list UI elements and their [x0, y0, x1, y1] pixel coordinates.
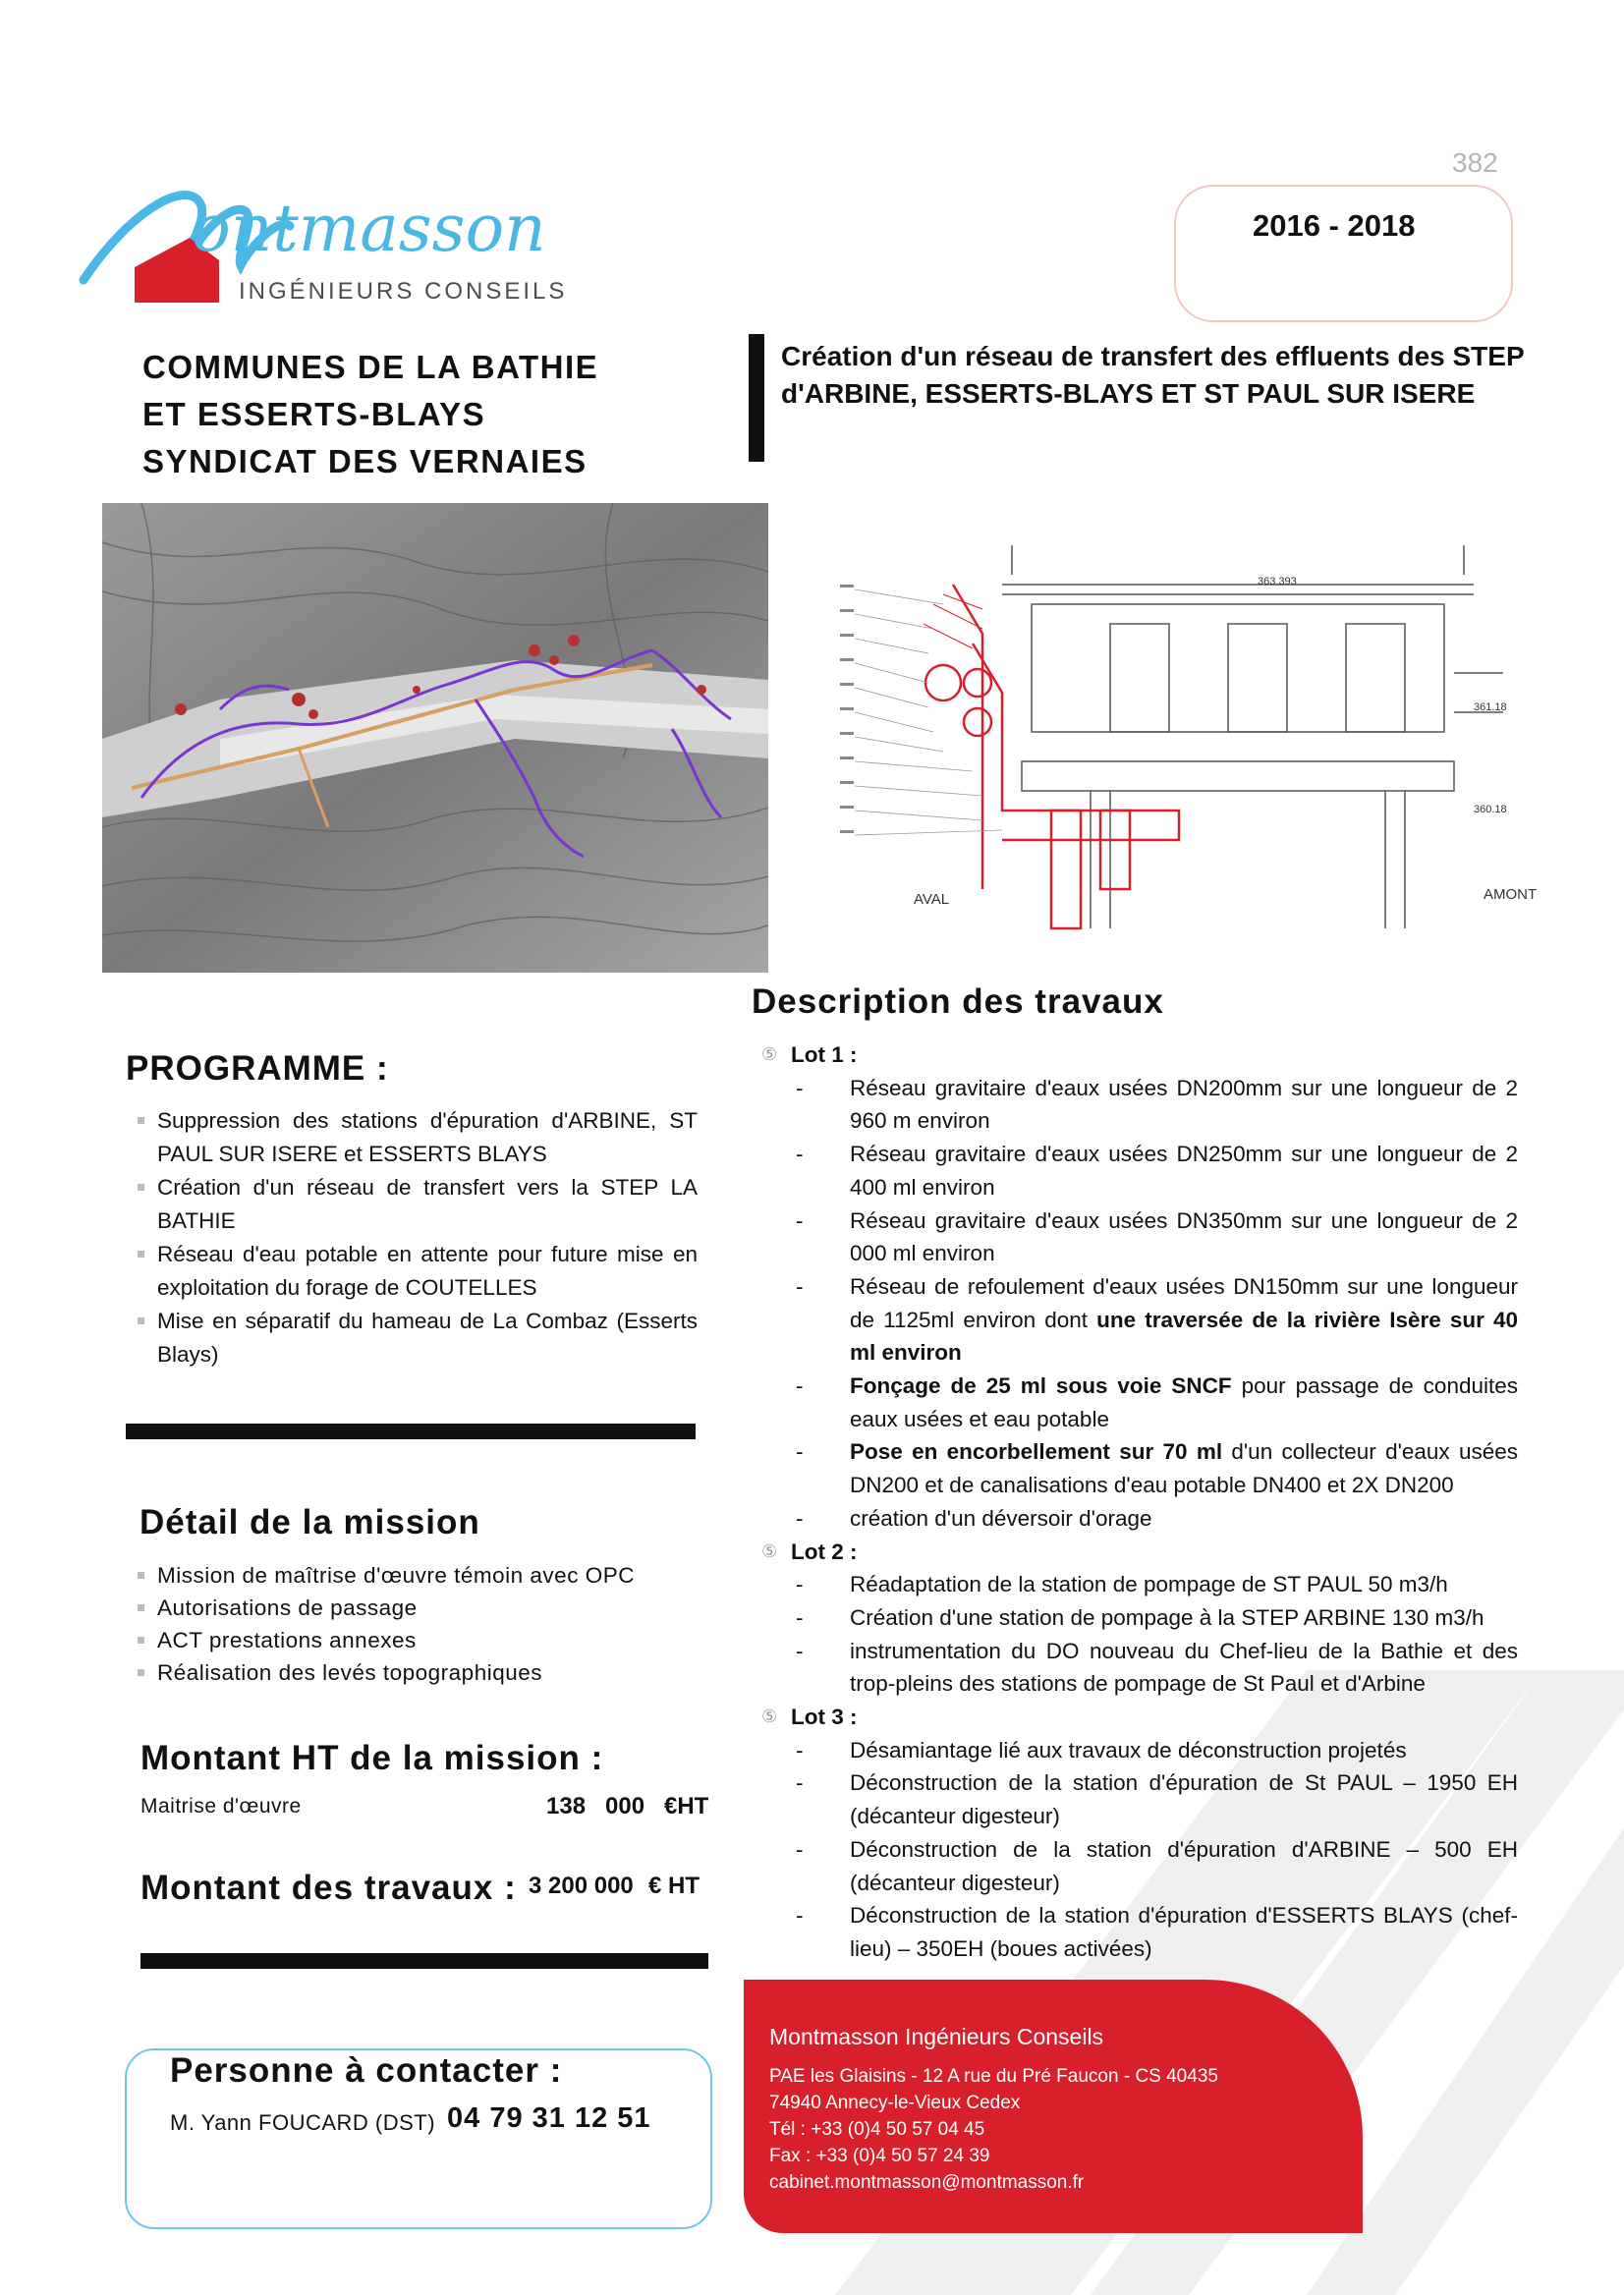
- dash-icon: -: [796, 1142, 804, 1167]
- lot-item-text: Création d'une station de pompage à la STEP ARBINE 130 m3/h: [850, 1604, 1484, 1630]
- page-number: 382: [1452, 147, 1498, 178]
- list-item: Suppression des stations d'épuration d'ARBINE, ST PAUL SUR ISERE et ESSERTS BLAYS: [138, 1104, 698, 1171]
- lot-item: [761, 1766, 1518, 1832]
- address-line: PAE les Glaisins - 12 A rue du Pré Faucon - CS 40435: [769, 2066, 1218, 2087]
- dash-icon: -: [796, 1638, 804, 1663]
- lot-item-text: d'un collecteur d'eaux usées DN200 et de canalisations d'eau potable DN400 et 2X DN200: [850, 1439, 1518, 1498]
- mission-amount-unit: €HT: [664, 1793, 709, 1819]
- lot-item-text: Réseau gravitaire d'eaux usées DN250mm sur une longueur de 2 400 ml environ: [850, 1142, 1518, 1200]
- lot-item: [761, 1833, 1518, 1899]
- dash-icon: -: [796, 1572, 804, 1597]
- divider-bar: [126, 1424, 696, 1439]
- email-line: cabinet.montmasson@montmasson.fr: [769, 2172, 1085, 2193]
- lot-bullet-icon: ⑤: [761, 1707, 778, 1727]
- dash-icon: -: [796, 1836, 804, 1862]
- lot-item-text: Réseau de refoulement d'eaux usées DN150mm sur une longueur de 1125ml environ dont: [850, 1273, 1518, 1332]
- dash-icon: -: [796, 1505, 804, 1531]
- lot-item-text: Déconstruction de la station d'épuration de St PAUL – 1950 EH (décanteur digesteur): [850, 1770, 1518, 1829]
- contact-phone: 04 79 31 12 51: [447, 2102, 651, 2134]
- title-accent-bar: [749, 334, 764, 462]
- lot-item-text: création d'un déversoir d'orage: [850, 1505, 1152, 1531]
- phone-line: Tél : +33 (0)4 50 57 04 45: [769, 2119, 985, 2140]
- lot-item-text: pour passage de conduites eaux usées et eau potable: [850, 1373, 1518, 1431]
- lot-item-emphasis: Pose en encorbellement sur 70 ml: [850, 1439, 1223, 1465]
- lot-item: [761, 1270, 1518, 1370]
- list-item: Autorisations de passage: [138, 1592, 635, 1624]
- dash-icon: -: [796, 1737, 804, 1763]
- list-item: Mise en séparatif du hameau de La Combaz (Esserts Blays): [138, 1305, 698, 1371]
- contact-heading: Personne à contacter :: [170, 2051, 563, 2090]
- lot-item-emphasis: une traversée de la rivière Isère sur 40 ml environ: [850, 1307, 1518, 1366]
- company-logo: [74, 177, 673, 314]
- client-line: COMMUNES DE LA BATHIE: [142, 349, 599, 385]
- mission-list: [138, 1559, 635, 1689]
- lot-item-text: Déconstruction de la station d'épuration d'ESSERTS BLAYS (chef-lieu) – 350EH (boues activées): [850, 1903, 1518, 1961]
- lot-item-text: Réadaptation de la station de pompage de ST PAUL 50 m3/h: [850, 1572, 1448, 1597]
- list-item: Mission de maîtrise d'œuvre témoin avec OPC: [138, 1559, 635, 1592]
- works-description: [761, 1038, 1518, 1966]
- list-item: ACT prestations annexes: [138, 1624, 635, 1656]
- contact-name: M. Yann FOUCARD (DST): [170, 2110, 436, 2135]
- works-amount-unit: € HT: [648, 1873, 700, 1899]
- dash-icon: -: [796, 1903, 804, 1929]
- dash-icon: -: [796, 1604, 804, 1630]
- client-block: [142, 344, 598, 485]
- cross-section-drawing: [835, 516, 1538, 928]
- programme-list: [138, 1104, 698, 1371]
- lot-heading: [761, 1038, 1518, 1072]
- company-address: [769, 2063, 1218, 2196]
- lot-item: [761, 1370, 1518, 1435]
- lot-item: [761, 1072, 1518, 1138]
- lot-item-text: instrumentation du DO nouveau du Chef-lieu de la Bathie et des trop-pleins des stations de pompage de St Paul et d'Arbine: [850, 1638, 1518, 1697]
- client-line: ET ESSERTS-BLAYS: [142, 396, 486, 432]
- lot-item: [761, 1601, 1518, 1635]
- lot-bullet-icon: ⑤: [761, 1044, 778, 1064]
- address-line: 74940 Annecy-le-Vieux Cedex: [769, 2093, 1021, 2113]
- level-top: 363.393: [1258, 576, 1297, 588]
- mission-amount-value: 138 000: [546, 1793, 645, 1819]
- lot-heading: [761, 1701, 1518, 1734]
- programme-heading: PROGRAMME :: [126, 1049, 389, 1088]
- level-low: 360.18: [1474, 804, 1507, 815]
- list-item: Réalisation des levés topographiques: [138, 1656, 635, 1689]
- lot-item: [761, 1435, 1518, 1501]
- mission-amount-label: Maitrise d'œuvre: [140, 1795, 302, 1818]
- lot-item-emphasis: Fonçage de 25 ml sous voie SNCF: [850, 1373, 1232, 1399]
- works-amount-heading: Montant des travaux :: [140, 1869, 517, 1907]
- lot-item-text: Déconstruction de la station d'épuration d'ARBINE – 500 EH (décanteur digesteur): [850, 1836, 1518, 1895]
- lot-item: [761, 1635, 1518, 1701]
- lot-item: [761, 1899, 1518, 1965]
- lot-item: [761, 1568, 1518, 1601]
- lot-heading: [761, 1536, 1518, 1569]
- dash-icon: -: [796, 1207, 804, 1233]
- list-item: Création d'un réseau de transfert vers la STEP LA BATHIE: [138, 1171, 698, 1238]
- mission-heading: Détail de la mission: [140, 1503, 480, 1541]
- lot-item: [761, 1138, 1518, 1203]
- lot-item: [761, 1502, 1518, 1536]
- dash-icon: -: [796, 1075, 804, 1100]
- period-box: [1174, 185, 1513, 322]
- lot-item-text: Réseau gravitaire d'eaux usées DN200mm sur une longueur de 2 960 m environ: [850, 1075, 1518, 1134]
- network-map-image: [102, 503, 768, 973]
- dash-icon: -: [796, 1273, 804, 1299]
- description-heading: Description des travaux: [752, 982, 1164, 1021]
- works-amount-value: 3 200 000: [529, 1873, 634, 1899]
- logo-tagline: INGÉNIEURS CONSEILS: [239, 278, 568, 305]
- lot-item: [761, 1204, 1518, 1270]
- dash-icon: -: [796, 1439, 804, 1465]
- lot-label: Lot 3 :: [791, 1705, 858, 1730]
- level-mid: 361.18: [1474, 701, 1507, 713]
- dash-icon: -: [796, 1373, 804, 1399]
- lot-bullet-icon: ⑤: [761, 1540, 778, 1561]
- project-title: Création d'un réseau de transfert des effluents des STEP d'ARBINE, ESSERTS-BLAYS ET ST PAUL SUR ISERE: [781, 341, 1525, 409]
- fax-line: Fax : +33 (0)4 50 57 24 39: [769, 2146, 990, 2166]
- divider-bar: [140, 1953, 708, 1969]
- lot-item: [761, 1734, 1518, 1767]
- company-name: Montmasson Ingénieurs Conseils: [769, 2024, 1104, 2049]
- lot-item-text: Désamiantage lié aux travaux de déconstruction projetés: [850, 1737, 1407, 1763]
- svg-text:ontmasson: ontmasson: [192, 191, 546, 266]
- lot-label: Lot 2 :: [791, 1539, 858, 1564]
- label-amont: AMONT: [1484, 886, 1538, 903]
- list-item: Réseau d'eau potable en attente pour future mise en exploitation du forage de COUTELLES: [138, 1238, 698, 1305]
- period: 2016 - 2018: [1253, 208, 1416, 243]
- lot-item-text: Réseau gravitaire d'eaux usées DN350mm sur une longueur de 2 000 ml environ: [850, 1207, 1518, 1266]
- label-aval: AVAL: [914, 891, 950, 908]
- dash-icon: -: [796, 1770, 804, 1796]
- lot-label: Lot 1 :: [791, 1042, 858, 1067]
- client-line: SYNDICAT DES VERNAIES: [142, 443, 588, 479]
- mission-amount-heading: Montant HT de la mission :: [140, 1739, 604, 1777]
